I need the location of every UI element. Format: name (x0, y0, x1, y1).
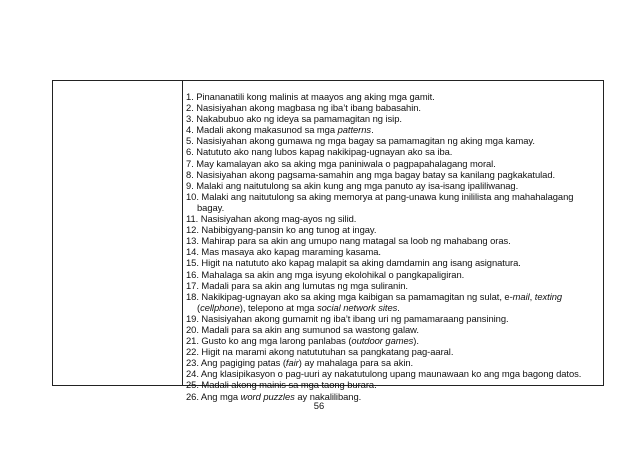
list-item: 9. Malaki ang naitutulong sa akin kung ang mga panuto ay isa-isang ipaliliwanag. (186, 179, 519, 191)
list-item: 25. Madali akong mainis sa mga taong burara. (186, 379, 377, 391)
list-item: 24. Ang klasipikasyon o pag-uuri ay nakatutulong upang maunawaan ko ang mga bagong datos. (186, 368, 582, 380)
item-text: ). (413, 335, 419, 347)
item-emphasis: social network sites (317, 301, 398, 313)
item-text: 26. Ang mga (186, 390, 241, 402)
list-item: 6. Natututo ako nang lubos kapag nakikipag-ugnayan ako sa iba. (186, 146, 453, 158)
item-text: 10. Malaki ang naitutulong sa aking memorya at pang-unawa kung inililista ang mahahalagang (186, 190, 574, 202)
item-text: ), telepono at mga (239, 301, 317, 313)
item-text: 4. Madali akong makasunod sa mga (186, 124, 338, 136)
list-item: 19. Nasisiyahan akong gumamit ng iba’t ibang uri ng pamamaraang pansining. (186, 312, 509, 324)
item-text: ) ay mahalaga para sa akin. (298, 357, 414, 369)
list-item (186, 191, 599, 213)
list-item: 7. May kamalayan ako sa aking mga paniniwala o pagpapahalagang moral. (186, 157, 496, 169)
item-emphasis: word puzzles (240, 390, 295, 402)
list-item: 17. Madali para sa akin ang lumutas ng mga suliranin. (186, 279, 408, 291)
item-emphasis: outdoor games (351, 335, 414, 347)
table-left-column (53, 81, 183, 385)
item-text: 18. Nakikipag-ugnayan ako sa aking mga kaibigan sa pamamagitan ng sulat, e- (186, 290, 513, 302)
page-number: 56 (313, 400, 325, 411)
list-item: 12. Nabibigyang-pansin ko ang tunog at ingay. (186, 224, 377, 236)
item-text: . (397, 301, 400, 313)
list-item (186, 291, 599, 313)
item-continuation (186, 302, 599, 313)
list-item (186, 335, 599, 346)
list-item: 14. Mas masaya ako kapag maraming kasama. (186, 246, 381, 258)
item-emphasis: mail (512, 290, 530, 302)
item-text: 21. Gusto ko ang mga larong panlabas ( (186, 335, 352, 347)
item-emphasis: cellphone (200, 301, 240, 313)
item-text: 23. Ang pagiging patas ( (186, 357, 286, 369)
item-emphasis: patterns (337, 124, 372, 136)
item-text: ay nakalilibang. (294, 390, 362, 402)
item-emphasis: fair (285, 357, 299, 369)
item-emphasis: texting (534, 290, 563, 302)
statements-table (52, 80, 604, 402)
list-item: 3. Nakabubuo ako ng ideya sa pamamagitan ng isip. (186, 113, 402, 125)
list-item: 1. Pinananatili kong malinis at maayos ang aking mga gamit. (186, 91, 435, 102)
list-item: 11. Nasisiyahan akong mag-ayos ng silid. (186, 213, 357, 225)
list-item: 13. Mahirap para sa akin ang umupo nang matagal sa loob ng mahabang oras. (186, 235, 511, 247)
list-item (186, 124, 599, 135)
list-item (186, 357, 599, 368)
item-text: , (529, 290, 535, 302)
list-item: 22. Higit na marami akong natututuhan sa pangkatang pag-aaral. (186, 346, 454, 358)
list-item: 5. Nasisiyahan akong gumawa ng mga bagay sa pamamagitan ng aking mga kamay. (186, 135, 535, 147)
list-item: 2. Nasisiyahan akong magbasa ng iba’t ibang babasahin. (186, 102, 421, 114)
list-item: 20. Madali para sa akin ang sumunod sa wastong galaw. (186, 323, 419, 335)
statement-list (183, 81, 603, 402)
list-item: 16. Mahalaga sa akin ang mga isyung ekolohikal o pangkapaligiran. (186, 268, 465, 280)
item-continuation: bagay. (197, 201, 225, 213)
list-item: 15. Higit na natututo ako kapag malapit sa aking damdamin ang isang asignatura. (186, 257, 521, 269)
list-item: 8. Nasisiyahan akong pagsama-samahin ang mga bagay batay sa kanilang pagkakatulad. (186, 168, 556, 180)
item-text: . (371, 124, 374, 136)
item-text: ( (197, 301, 201, 313)
